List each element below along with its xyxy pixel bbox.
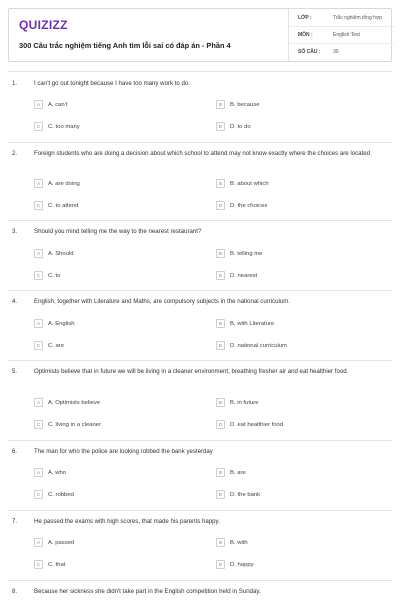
question-divider bbox=[8, 290, 392, 291]
option-b[interactable] bbox=[216, 248, 262, 259]
option-text: A. passed bbox=[48, 539, 75, 546]
option-letter-box: A bbox=[34, 179, 43, 188]
option-text: D. nearest bbox=[230, 272, 258, 279]
option-d[interactable] bbox=[216, 200, 267, 211]
option-letter-box: D bbox=[216, 341, 225, 350]
option-letter-box: B bbox=[216, 468, 225, 477]
option-d[interactable] bbox=[216, 121, 251, 132]
option-text: A. Optimists believe bbox=[48, 399, 101, 406]
question-divider bbox=[8, 360, 392, 361]
option-letter-box: D bbox=[216, 271, 225, 280]
meta-value: Trắc nghiệm tổng hợp bbox=[333, 14, 382, 21]
option-b[interactable] bbox=[216, 318, 274, 329]
header-divider bbox=[8, 71, 392, 72]
question-text: He passed the exams with high scores, that made his parents happy. bbox=[34, 518, 220, 525]
option-d[interactable] bbox=[216, 419, 283, 430]
option-a[interactable] bbox=[34, 467, 66, 478]
quizizz-logo: QUIZIZZ bbox=[19, 18, 68, 32]
question-number: 1. bbox=[12, 80, 18, 87]
option-d[interactable] bbox=[216, 340, 287, 351]
option-letter-box: A bbox=[34, 538, 43, 547]
option-c[interactable] bbox=[34, 419, 101, 430]
meta-row-class bbox=[289, 9, 394, 26]
option-text: A. who bbox=[48, 469, 67, 476]
option-text: C. robbed bbox=[48, 491, 74, 498]
option-letter-box: A bbox=[34, 100, 43, 109]
meta-key: MÔN : bbox=[298, 32, 313, 38]
option-text: A. are doing bbox=[48, 180, 80, 187]
meta-row-subject bbox=[289, 26, 394, 43]
option-letter-box: D bbox=[216, 420, 225, 429]
meta-key: SỐ CÂU : bbox=[298, 49, 321, 55]
option-c[interactable] bbox=[34, 200, 78, 211]
option-c[interactable] bbox=[34, 340, 64, 351]
question-number: 4. bbox=[12, 298, 18, 305]
option-c[interactable] bbox=[34, 270, 60, 281]
option-text: D. the bank bbox=[230, 491, 261, 498]
option-a[interactable] bbox=[34, 537, 74, 548]
question-number: 2. bbox=[12, 150, 18, 157]
option-letter-box: B bbox=[216, 100, 225, 109]
option-text: C. living in a cleaner bbox=[48, 421, 102, 428]
option-letter-box: B bbox=[216, 319, 225, 328]
question-divider bbox=[8, 510, 392, 511]
meta-key: LỚP : bbox=[298, 14, 312, 21]
question-divider bbox=[8, 580, 392, 581]
option-letter-box: D bbox=[216, 122, 225, 131]
option-letter-box: C bbox=[34, 271, 43, 280]
option-a[interactable] bbox=[34, 318, 75, 329]
option-letter-box: B bbox=[216, 249, 225, 258]
question-number: 5. bbox=[12, 368, 18, 375]
option-text: D. eat healthier food bbox=[230, 421, 284, 428]
question-divider bbox=[8, 142, 392, 143]
option-text: A. can't bbox=[48, 101, 68, 108]
option-letter-box: A bbox=[34, 249, 43, 258]
option-text: B. telling me bbox=[230, 250, 263, 257]
option-letter-box: C bbox=[34, 420, 43, 429]
question-divider bbox=[8, 220, 392, 221]
meta-value: 30 bbox=[333, 49, 339, 55]
option-b[interactable] bbox=[216, 178, 269, 189]
option-a[interactable] bbox=[34, 99, 67, 110]
option-letter-box: C bbox=[34, 560, 43, 569]
option-text: A. Should bbox=[48, 250, 74, 257]
question-text: The man for who the police are looking robbed the bank yesterday bbox=[34, 448, 213, 455]
option-text: C. too many bbox=[48, 123, 80, 130]
option-letter-box: A bbox=[34, 319, 43, 328]
option-c[interactable] bbox=[34, 121, 80, 132]
option-b[interactable] bbox=[216, 467, 246, 478]
option-text: D. to do bbox=[230, 123, 251, 130]
option-letter-box: B bbox=[216, 398, 225, 407]
option-text: B. with bbox=[230, 539, 248, 546]
question-number: 8. bbox=[12, 588, 18, 595]
question-text: Should you mind telling me the way to the nearest restaurant? bbox=[34, 228, 202, 235]
option-d[interactable] bbox=[216, 270, 257, 281]
meta-table bbox=[288, 9, 393, 61]
page-title: 300 Câu trắc nghiệm tiếng Anh tìm lỗi sai có đáp án - Phần 4 bbox=[19, 41, 231, 50]
question-number: 6. bbox=[12, 448, 18, 455]
question-number: 3. bbox=[12, 228, 18, 235]
option-a[interactable] bbox=[34, 248, 74, 259]
option-text: B. because bbox=[230, 101, 260, 108]
question-divider bbox=[8, 440, 392, 441]
option-text: C. to attend bbox=[48, 202, 79, 209]
option-text: B. with Literature bbox=[230, 320, 275, 327]
option-d[interactable] bbox=[216, 559, 254, 570]
option-letter-box: B bbox=[216, 538, 225, 547]
question-text: I can't go out tonight because I have too many work to do. bbox=[34, 80, 190, 87]
option-letter-box: D bbox=[216, 490, 225, 499]
option-d[interactable] bbox=[216, 489, 260, 500]
option-a[interactable] bbox=[34, 178, 80, 189]
option-text: D. the choices bbox=[230, 202, 268, 209]
question-text: English, together with Literature and Maths, are compulsory subjects in the national curriculum. bbox=[34, 298, 291, 305]
option-a[interactable] bbox=[34, 397, 100, 408]
option-c[interactable] bbox=[34, 489, 74, 500]
option-text: D. happy bbox=[230, 561, 254, 568]
worksheet-header bbox=[8, 8, 392, 62]
option-letter-box: D bbox=[216, 201, 225, 210]
option-letter-box: D bbox=[216, 560, 225, 569]
option-text: C. that bbox=[48, 561, 66, 568]
option-text: C. to bbox=[48, 272, 61, 279]
meta-row-count bbox=[289, 43, 394, 60]
option-letter-box: C bbox=[34, 201, 43, 210]
option-text: D. national curriculum bbox=[230, 342, 287, 349]
option-letter-box: A bbox=[34, 398, 43, 407]
option-letter-box: A bbox=[34, 468, 43, 477]
meta-value: English Test bbox=[333, 32, 360, 38]
option-letter-box: B bbox=[216, 179, 225, 188]
option-text: B. are bbox=[230, 469, 246, 476]
option-text: B. in future bbox=[230, 399, 259, 406]
option-b[interactable] bbox=[216, 99, 259, 110]
option-c[interactable] bbox=[34, 559, 65, 570]
option-b[interactable] bbox=[216, 397, 259, 408]
option-letter-box: C bbox=[34, 490, 43, 499]
question-number: 7. bbox=[12, 518, 18, 525]
option-letter-box: C bbox=[34, 122, 43, 131]
question-text: Optimists believe that in future we will be living in a cleaner environment, breathing fresher air and eat healthier food. bbox=[34, 368, 349, 375]
option-text: B. about which bbox=[230, 180, 269, 187]
option-b[interactable] bbox=[216, 537, 248, 548]
question-text: Foreign students who are doing a decision about which school to attend may not know exactly where the choices are located bbox=[34, 150, 371, 157]
question-text: Because her sickness she didn't take part in the English competition held in Sunday. bbox=[34, 588, 261, 595]
option-text: A. English bbox=[48, 320, 75, 327]
option-letter-box: C bbox=[34, 341, 43, 350]
option-text: C. are bbox=[48, 342, 65, 349]
